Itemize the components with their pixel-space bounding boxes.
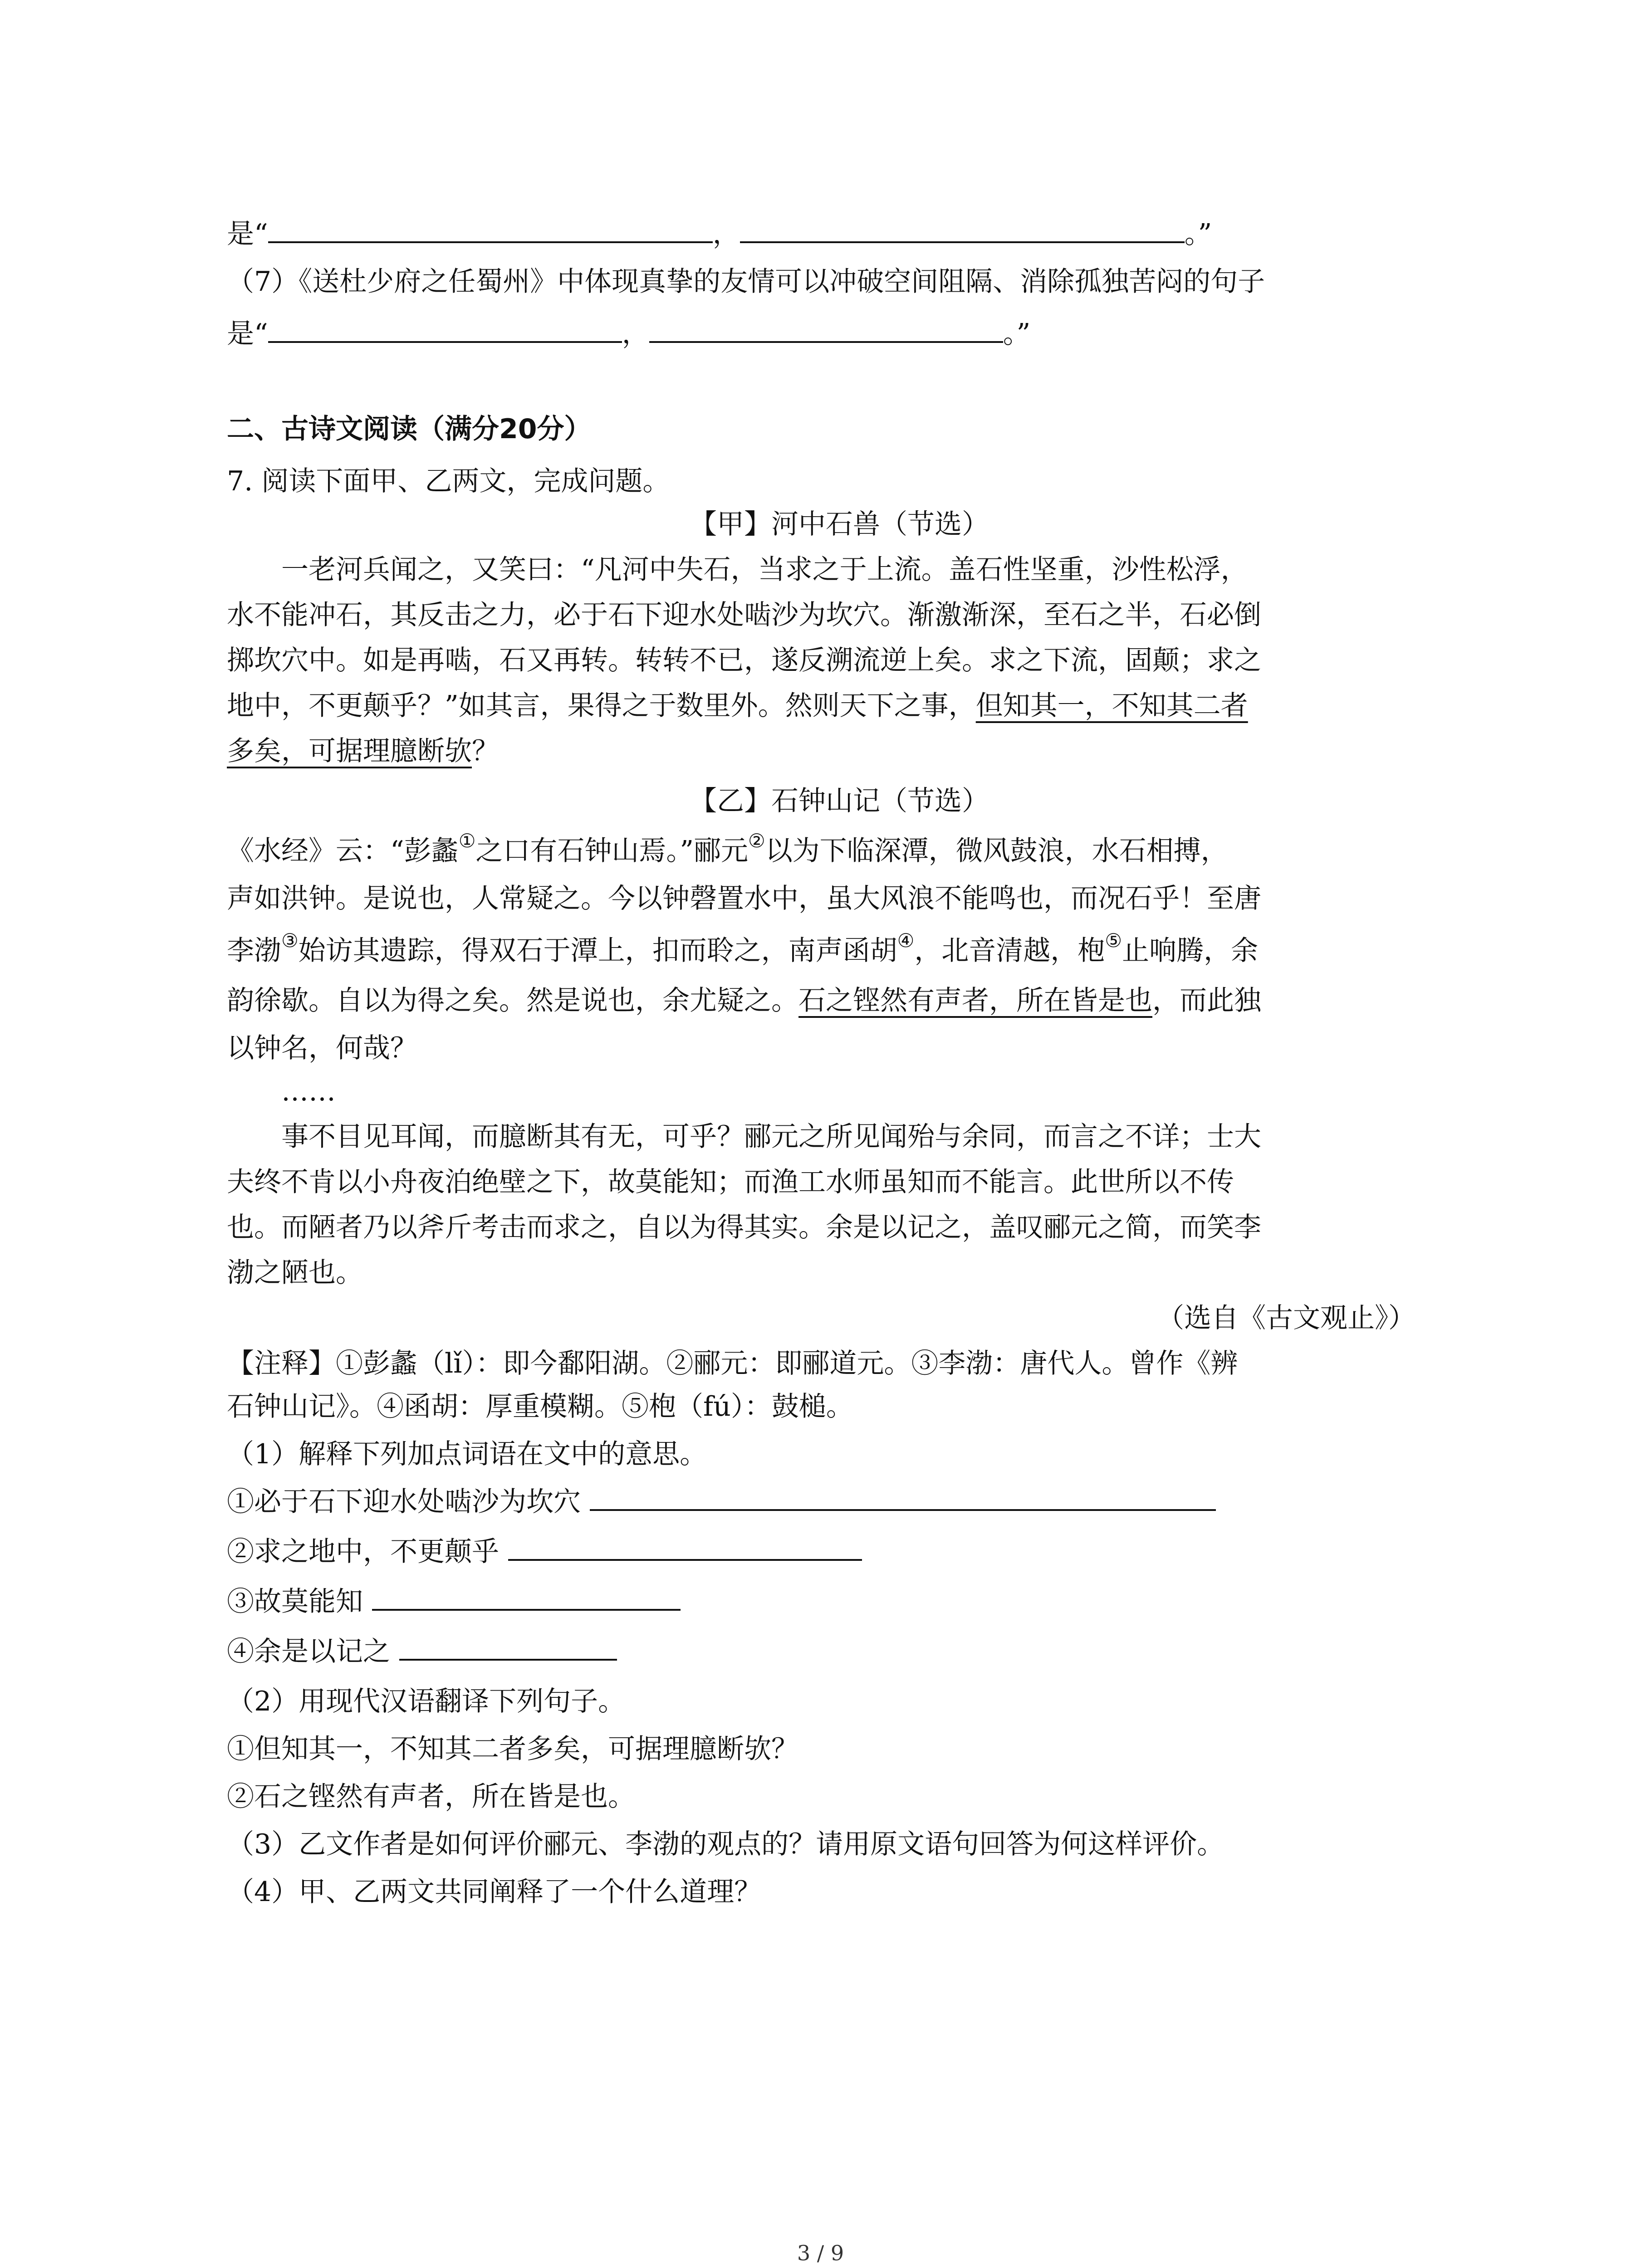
- footnote-marker: ③: [281, 929, 299, 952]
- yi-line-2: 声如洪钟。是说也，人常疑之。今以钟磬置水中，虽大风浪不能鸣也，而况石乎！至唐: [227, 883, 1261, 914]
- source-citation: （选自《古文观止》）: [1157, 1302, 1416, 1334]
- end-quote: 。”: [1184, 218, 1212, 250]
- jia-text: ？: [472, 735, 499, 767]
- item-text: ④余是以记之: [227, 1636, 390, 1667]
- q6-blank-line-1: [227, 213, 1452, 255]
- end-quote: 。”: [1003, 318, 1031, 350]
- yi-line-3: [227, 930, 1452, 972]
- yi-text: 韵徐歇。自以为得之矣。然是说也，余尤疑之。: [227, 985, 798, 1017]
- item-text: ②求之地中，不更颠乎: [227, 1536, 499, 1568]
- answer-blank[interactable]: [268, 314, 622, 343]
- sub2-item-b: ②石之铿然有声者，所在皆是也。: [227, 1781, 635, 1813]
- q6-item7: （7）《送杜少府之任蜀州》中体现真挚的友情可以冲破空间阻隔、消除孤独苦闷的句子: [227, 266, 1265, 298]
- jia-line-2: 水不能冲石，其反击之力，必于石下迎水处啮沙为坎穴。渐激渐深，至石之半，石必倒: [227, 599, 1261, 631]
- sub1-label: （1）解释下列加点词语在文中的意思。: [227, 1438, 707, 1470]
- q7-intro: 7. 阅读下面甲、乙两文，完成问题。: [227, 465, 670, 497]
- sub2-label: （2）用现代汉语翻译下列句子。: [227, 1686, 626, 1717]
- sub3: （3）乙文作者是如何评价郦元、李渤的观点的？请用原文语句回答为何这样评价。: [227, 1828, 1225, 1860]
- yi-text: 李渤: [227, 935, 281, 967]
- yi-p2-line-3: 也。而陋者乃以斧斤考击而求之，自以为得其实。余是以记之，盖叹郦元之简，而笑李: [227, 1212, 1261, 1243]
- answer-blank[interactable]: [508, 1532, 862, 1561]
- yi-text: 以为下临深潭，微风鼓浪，水石相搏，: [765, 835, 1228, 867]
- jia-line-3: 掷坎穴中。如是再啮，石又再转。转转不已，遂反溯流逆上矣。求之下流，固颠；求之: [227, 645, 1261, 676]
- notes-line-1: 【注释】①彭蠡（lǐ）：即今鄱阳湖。②郦元：即郦道元。③李渤：唐代人。曾作《辨: [227, 1348, 1238, 1379]
- ellipsis: ……: [281, 1075, 336, 1107]
- q6-blank-line-2: [227, 313, 1452, 355]
- comma: ，: [712, 218, 740, 250]
- sub1-item-a: [227, 1481, 1452, 1523]
- jia-line-4: [227, 685, 1452, 727]
- comma: ，: [622, 318, 649, 350]
- sub4: （4）甲、乙两文共同阐释了一个什么道理？: [227, 1876, 762, 1908]
- yi-line-1: [227, 830, 1452, 872]
- answer-blank[interactable]: [649, 314, 1003, 343]
- sub1-item-b: [227, 1531, 1452, 1573]
- yi-title: 【乙】石钟山记（节选）: [690, 785, 989, 817]
- underlined-sentence: 多矣，可据理臆断欤: [227, 735, 472, 767]
- sub1-item-c: [227, 1581, 1452, 1623]
- footnote-marker: ⑤: [1105, 929, 1122, 952]
- footnote-marker: ①: [458, 830, 476, 852]
- yi-text: ，而此独: [1152, 985, 1261, 1017]
- notes-line-2: 石钟山记》。④函胡：厚重模糊。⑤枹（fú）：鼓槌。: [227, 1391, 853, 1422]
- yi-text: 始访其遗踪，得双石于潭上，扣而聆之，南声函胡: [298, 935, 897, 967]
- underlined-sentence: 石之铿然有声者，所在皆是也: [798, 985, 1152, 1017]
- sub2-item-a: ①但知其一，不知其二者多矣，可据理臆断欤？: [227, 1733, 798, 1765]
- footnote-marker: ②: [748, 830, 765, 852]
- jia-title: 【甲】河中石兽（节选）: [690, 508, 989, 540]
- q6-prefix-1: 是“: [227, 218, 268, 250]
- footnote-marker: ④: [897, 929, 915, 952]
- yi-line-5: 以钟名，何哉？: [227, 1032, 417, 1064]
- yi-p2-line-4: 渤之陋也。: [227, 1257, 363, 1289]
- yi-p2-line-2: 夫终不肯以小舟夜泊绝壁之下，故莫能知；而渔工水师虽知而不能言。此世所以不传: [227, 1166, 1234, 1198]
- answer-blank[interactable]: [372, 1582, 681, 1611]
- sub1-item-d: [227, 1631, 1452, 1672]
- jia-text: 地中，不更颠乎？”如其言，果得之于数里外。然则天下之事，: [227, 690, 976, 722]
- answer-blank[interactable]: [590, 1482, 1216, 1511]
- item-text: ①必于石下迎水处啮沙为坎穴: [227, 1486, 581, 1518]
- yi-text: 止响腾，余: [1122, 935, 1258, 967]
- section-heading: 二、古诗文阅读（满分20分）: [227, 413, 592, 445]
- answer-blank[interactable]: [740, 214, 1185, 243]
- q6-prefix-2: 是“: [227, 318, 268, 350]
- yi-p2-line-1: 事不目见耳闻，而臆断其有无，可乎？郦元之所见闻殆与余同，而言之不详；士大: [281, 1121, 1261, 1153]
- yi-text: 之口有石钟山焉。”郦元: [475, 835, 749, 867]
- item-text: ③故莫能知: [227, 1586, 363, 1618]
- page-number: 3 / 9: [797, 2241, 844, 2265]
- jia-line-1: 一老河兵闻之，又笑曰：“凡河中失石，当求之于上流。盖石性坚重，沙性松浮，: [281, 554, 1248, 586]
- yi-text: ，北音清越，枹: [914, 935, 1105, 967]
- answer-blank[interactable]: [268, 214, 713, 243]
- underlined-sentence: 但知其一，不知其二者: [975, 690, 1248, 722]
- answer-blank[interactable]: [399, 1632, 617, 1661]
- yi-text: 《水经》云：“彭蠡: [227, 835, 459, 867]
- yi-line-4: [227, 980, 1452, 1022]
- jia-line-5: [227, 730, 1452, 772]
